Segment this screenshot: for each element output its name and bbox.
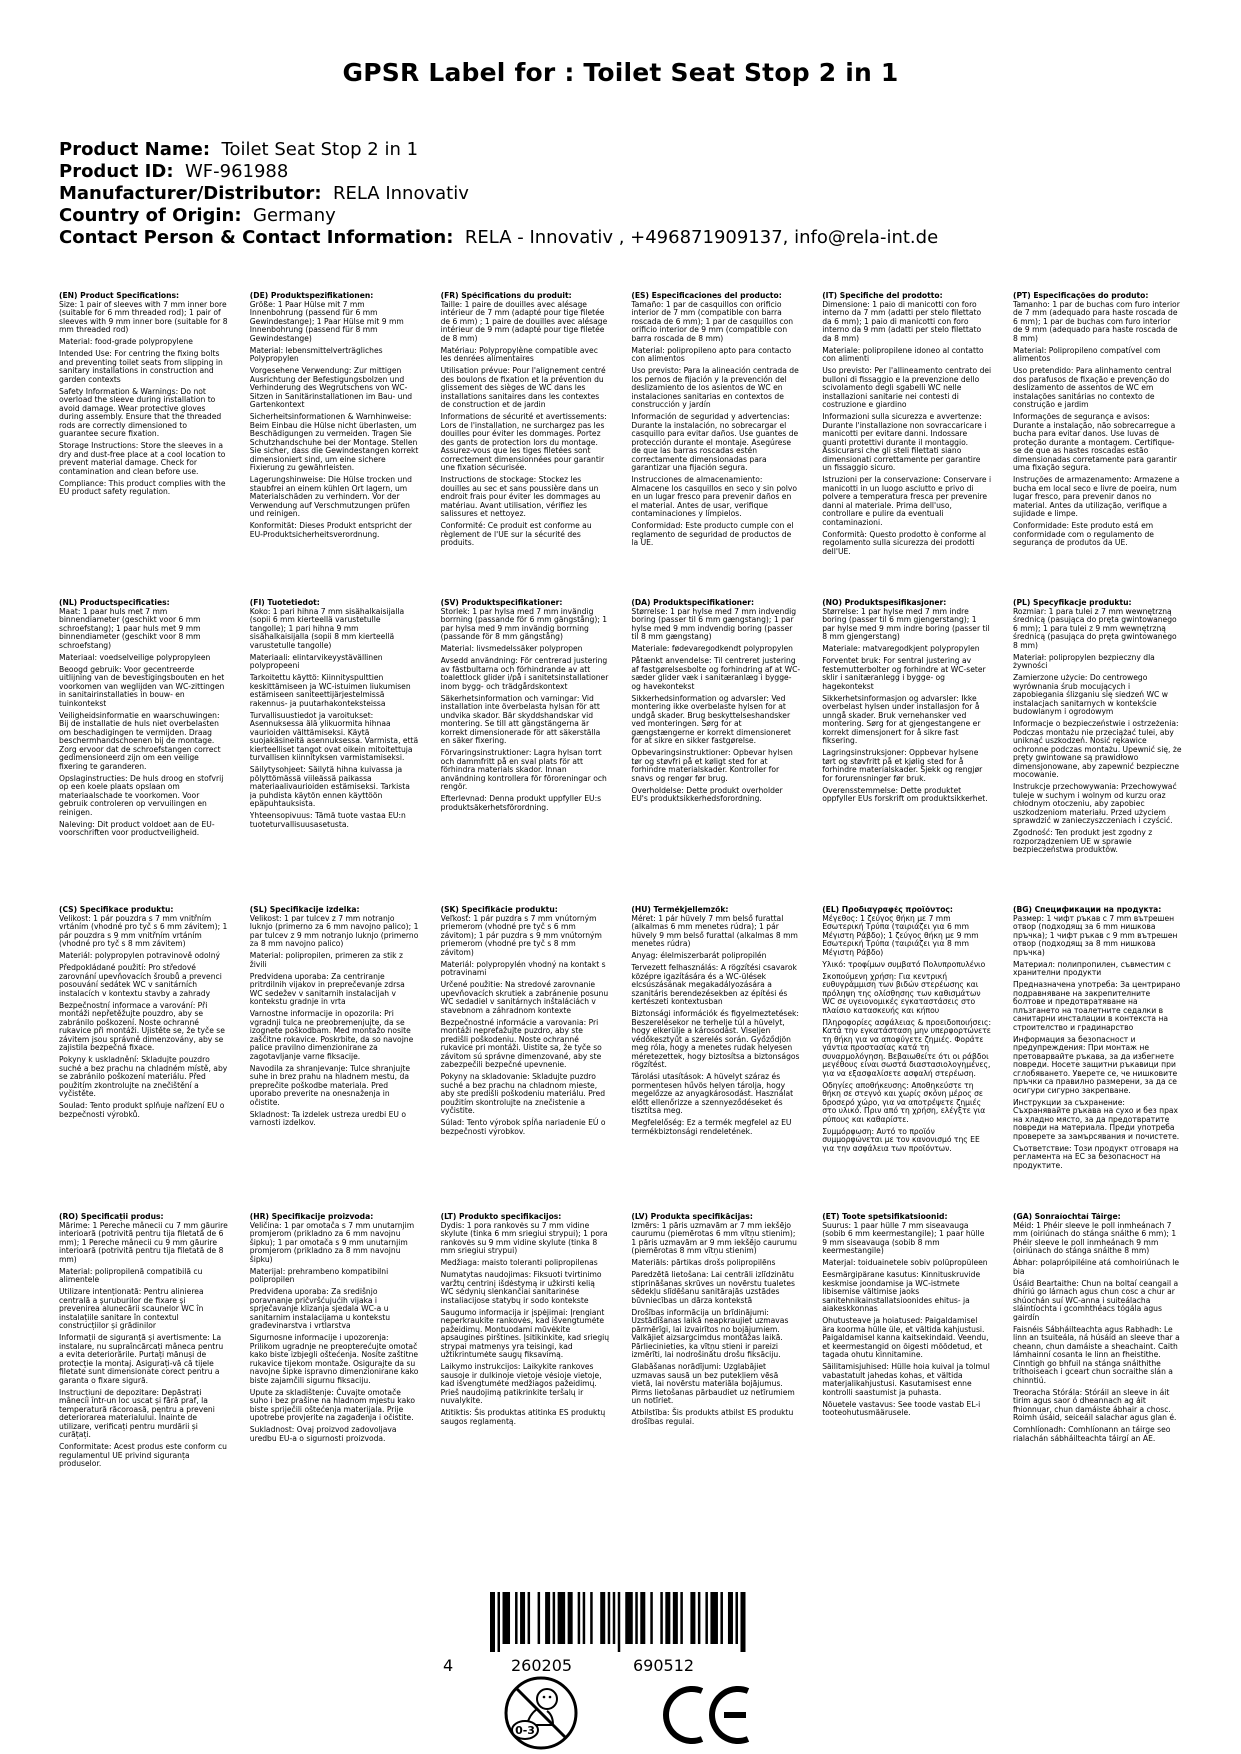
language-heading: (PL) Specyfikacje produktu: — [1012, 599, 1132, 607]
language-paragraph: Storage Instructions: Store the sleeves in a dry and dust-free place at a cool location to prevent material damage. Check for contamination and clean before use. — [59, 441, 226, 476]
language-paragraph: Ohutusteave ja hoiatused: Paigaldamisel ära koorma hülle üle, et vältida kahjustusi. Paigaldamisel kanna kaitsekindaid. Veendu, et keermestangid on õigesti mõõdetud, et tagada ohutu kinnitamine. — [822, 1316, 989, 1359]
language-paragraph: Méret: 1 pár hüvely 7 mm belső furattal (alkalmas 6 mm menetes rúdra); 1 pár hüvely 9 mm belső furattal (alkalmas 8 mm menetes rúdra) — [631, 913, 798, 948]
language-paragraph: Tarkoitettu käyttö: Kiinnityspulttien keskittämiseen ja WC-istuimen liukumisen estämiseen saniteettijärjestelmissä rakennus- ja puutarhakonteksteissa — [249, 673, 411, 708]
language-paragraph: Tervezett felhasználás: A rögzítési csavarok középre igazítására és a WC-ülések elcsúszásának megakadályozására a szanitáris berendezésekben az építési és kertészeti kontextusban — [631, 963, 797, 1006]
language-paragraph: Beoogd gebruik: Voor gecentreerde uitlijning van de bevestigingsbouten en het voorkomen van weglijden van WC-zittingen in sanitairinstallaties in bouw- en tuinkontekst — [59, 664, 225, 708]
language-paragraph: Určené použitie: Na stredové zarovnanie upevňovacích skrutiek a zabránenie posunu WC sedadiel v sanitárnych inštaláciách v stavebnom a záhradnom kontexte — [440, 980, 609, 1015]
language-paragraph: Suurus: 1 paar hülle 7 mm siseavauga (sobib 6 mm keermestangile); 1 paar hülle 9 mm siseavauga (sobib 8 mm keermestangile) — [822, 1220, 985, 1255]
barcode-bar — [710, 1592, 718, 1644]
barcode-bar — [705, 1592, 708, 1644]
barcode-bar — [660, 1592, 663, 1644]
language-paragraph: Naleving: Dit product voldoet aan de EU-voorschriften voor productveiligheid. — [59, 819, 215, 837]
language-paragraph: Izmērs: 1 pāris uzmavām ar 7 mm iekšējo caurumu (piemērotas 6 mm vītņu stienim); 1 pāris uzmavām ar 9 mm iekšējo caurumu (piemērotas 8 mm vītņu stienim) — [631, 1220, 797, 1255]
language-paragraph: Istruzioni per la conservazione: Conservare i manicotti in un luogo asciutto e privo di polvere a temperatura fresca per prevenire danni al materiale. Prima dell'uso, controllare e pulire da eventuali contaminazioni. — [822, 475, 992, 527]
language-block — [250, 1213, 419, 1513]
language-paragraph: Předpokládané použití: Pro středové zarovnání upevňovacích šroubů a prevenci posouvání sedátek WC v sanitárních instalacích v kontextu stavby a zahrady — [59, 963, 222, 998]
language-paragraph: Faisnéis Sábháilteachta agus Rabhadh: Le linn an tsuiteála, ná húsáid an sleeve thar a cheann, chun damáiste a sheachaint. Caith lámhainní cosanta le linn an fheistithe. Cinntigh go bhfuil na stánga snáithithe tríthoiseach i gceart chun socraithe slán a chinntiú. — [1012, 1324, 1180, 1385]
language-block — [631, 599, 800, 899]
language-paragraph: Σκοπούμενη χρήση: Για κεντρική ευθυγράμμιση των βιδών στερέωσης και πρόληψη της ολίσθησης των καθισμάτων WC σε υγειονομικές εγκαταστάσεις στο πλαίσιο κατασκευής και κήπου — [822, 971, 981, 1015]
language-paragraph: Drošības informācija un brīdinājumi: Uzstādīšanas laikā neapkraujiet uzmavas pārmērīgi, lai izvairītos no bojājumiem. Valkājiet aizsargcimdus montāžas laikā. Pārliecinieties, ka vītņu stieni ir pareizi izmērīti, lai nodrošinātu drošu fiksāciju. — [631, 1307, 789, 1359]
language-paragraph: Tamanho: 1 par de buchas com furo interior de 7 mm (adequado para haste roscada de 6 mm); 1 par de buchas com furo interior de 9 mm (adequado para haste roscada de 8 mm) — [1012, 299, 1180, 343]
language-paragraph: Treoracha Stórála: Stóráil an sleeve in áit tirim agus saor ó dheannach ag áit fhionnuar, chun damáiste ábhair a chosc. Roimh úsáid, seiceáil salachar agus glan é. — [1012, 1387, 1177, 1422]
language-paragraph: Materiał: polipropylen bezpieczny dla żywności — [1012, 652, 1155, 670]
barcode-bar — [553, 1592, 556, 1644]
barcode-bar — [625, 1592, 633, 1644]
language-paragraph: Materiál: polypropylen potravinově odolný — [59, 951, 221, 960]
barcode-bar — [578, 1592, 581, 1644]
language-paragraph: Materiale: matvaregodkjent polypropylen — [822, 644, 980, 653]
language-heading: (LV) Produkta specifikācijas: — [631, 1213, 753, 1221]
language-block — [59, 1213, 228, 1513]
language-paragraph: Material: polipropileno apto para contacto con alimentos — [631, 345, 792, 363]
language-block — [441, 599, 610, 899]
language-heading: (NO) Produktspesifikasjoner: — [822, 599, 947, 607]
language-paragraph: Материал: полипропилен, съвместим с хранителни продукти — [1012, 959, 1171, 977]
language-heading: (FR) Spécifications du produit: — [440, 292, 572, 300]
language-paragraph: Informații de siguranță și avertismente: La instalare, nu supraîncărcați mâneca pentru a evita deteriorările. Purtați mănuși de protecție la montaj. Asigurați-vă că tijele filetate sunt dimensionate corect pentru a garanta o fixare sigură. — [59, 1333, 224, 1385]
barcode-bar — [520, 1592, 525, 1644]
language-heading: (BG) Спецификации на продукта: — [1012, 906, 1162, 914]
language-paragraph: Ábhar: polapróipiléine atá comhoiriúnach le bia — [1012, 1258, 1180, 1276]
language-paragraph: Bezpečnostní informace a varování: Při montáži nepřetěžujte pouzdro, aby se zabránilo poškození. Noste ochranné rukavice při montáži. Ujistěte se, že tyče se závitem jsou správně dimenzovány, aby se zajistila bezpečná fixace. — [59, 1000, 225, 1052]
language-paragraph: Sigurnosne informacije i upozorenja: Prilikom ugradnje ne preopterećujte omotač kako biste izbjegli oštećenja. Nosite zaštitne rukavice tijekom montaže. Osigurajte da su navojne šipke ispravno dimenzionirane kako biste zajamčili sigurnu fiksaciju. — [249, 1333, 419, 1385]
manufacturer-row — [59, 183, 1189, 205]
ean-barcode — [490, 1592, 748, 1652]
language-paragraph: Biztonsági információk és figyelmeztetések: Beszerelésekor ne terhelje túl a hüvelyt, hogy elkerülje a károsodást. Viseljen védőkesztyűt a szerelés során. Győződjön meg róla, hogy a menetes rudak helyesen méretezettek, hogy biztosítsa a biztonságos rögzítést. — [631, 1009, 800, 1069]
language-heading: (DA) Produktspecifikationer: — [631, 599, 755, 607]
language-paragraph: Dimensione: 1 paio di manicotti con foro interno da 7 mm (adatti per stelo filettato da 6 mm); 1 paio di manicotti con foro interno da 9 mm (adatti per stelo filettato da 8 mm) — [822, 299, 982, 343]
language-paragraph: Sukladnost: Ovaj proizvod zadovoljava uredbu EU-a o sigurnosti proizvoda. — [249, 1425, 397, 1443]
language-paragraph: Materiale: fødevaregodkendt polypropylen — [631, 644, 793, 653]
language-paragraph: Skladnost: Ta izdelek ustreza uredbi EU o varnosti izdelkov. — [249, 1109, 407, 1127]
language-paragraph: Förvaringsinstruktioner: Lagra hylsan torrt och dammfritt på en sval plats för att förhindra materials skador. Innan användning kontrollera för föroreningar och rengör. — [440, 748, 607, 791]
language-paragraph: Conformitate: Acest produs este conform cu regulamentul UE privind siguranța produselor. — [59, 1442, 227, 1468]
language-paragraph: Veľkosť: 1 pár puzdra s 7 mm vnútorným priemerom (vhodné pre tyč s 6 mm závitom); 1 pár puzdra s 9 mm vnútorným priemerom (vhodné pre tyč s 8 mm závitom) — [440, 913, 602, 957]
language-paragraph: Opslaginstructies: De huls droog en stofvrij op een koele plaats opslaan om materiaalschade te voorkomen. Voor gebruik controleren op vervuilingen en reinigen. — [59, 773, 224, 817]
barcode-bar — [665, 1592, 670, 1644]
language-paragraph: Safety Information & Warnings: Do not overload the sleeve during installation to avoid damage. Wear protective gloves during assembly. Ensure that the threaded rods are correctly dimensioned to guarantee secure fixation. — [59, 386, 222, 438]
language-paragraph: Размер: 1 чифт ръкав с 7 mm вътрешен отвор (подходящ за 6 mm нишкова пръчка); 1 чифт ръкав с 9 mm вътрешен отвор (подходящ за 8 mm нишкова пръчка) — [1012, 913, 1178, 957]
language-block — [1013, 599, 1182, 899]
barcode-left-digits: 260205 — [511, 1656, 573, 1675]
language-heading: (SL) Specifikacije izdelka: — [249, 906, 360, 914]
language-paragraph: Anyag: élelmiszerbarát polipropilén — [631, 951, 767, 960]
language-block — [59, 599, 228, 899]
language-paragraph: Varnostne informacije in opozorila: Pri vgradnji tulca ne preobremenjujte, da se izognete poškodbam. Med montažo nosite zaščitne rokavice. Poskrbite, da so navojne palice pravilno dimenzionirane za zagotavljanje varne fiksacije. — [249, 1009, 414, 1061]
language-block — [1013, 906, 1182, 1206]
language-paragraph: Uso pretendido: Para alinhamento central dos parafusos de fixação e prevenção do deslizamento de assentos de WC em instalações sanitárias no contexto de construção e jardim — [1012, 366, 1172, 409]
language-paragraph: Veličina: 1 par omotača s 7 mm unutarnjim promjerom (prikladno za 6 mm navojnu šipku); 1 par omotača s 9 mm unutarnjim promjerom (prikladno za 8 mm navojnu šipku) — [249, 1220, 415, 1264]
barcode-bar — [698, 1592, 701, 1644]
language-heading: (LT) Produkto specifikacijos: — [440, 1213, 562, 1221]
language-paragraph: Paredzētā lietošana: Lai centrāli izlīdzinātu stiprināšanas skrūves un novērstu tualetes sēdekļu slīdēšanu sanitārajās uzstādes būvniecības un dārza kontekstā — [631, 1270, 796, 1305]
language-paragraph: Instrucțiuni de depozitare: Depăstrați mânecii într-un loc uscat și fără praf, la temperatură răcoroasă, pentru a preveni deteriorarea materialului. Înainte de utilizare, verificați pentru murdării și curățați. — [59, 1387, 215, 1439]
language-block — [250, 906, 419, 1206]
barcode-lead-digit: 4 — [443, 1656, 454, 1675]
language-heading: (DE) Produktspezifikationen: — [249, 292, 374, 300]
barcode-bar — [680, 1592, 683, 1644]
language-paragraph: Instrukcje przechowywania: Przechowywać tuleje w suchym i wolnym od kurzu oraz chłodnym otoczeniu, aby zapobiec uszkodzeniom materiału. Przed użyciem sprawdzić w zanieczyszczeniach i czyścić. — [1012, 782, 1177, 825]
language-paragraph: Conformidade: Este produto está em conformidade com o regulamento de segurança de produtos da UE. — [1012, 521, 1154, 547]
barcode-bar — [613, 1592, 616, 1644]
language-paragraph: Conformità: Questo prodotto è conforme al regolamento sulla sicurezza dei prodotti dell'UE. — [822, 529, 986, 556]
language-paragraph: Storlek: 1 par hylsa med 7 mm invändig borrning (passande för 6 mm gängstång); 1 par hylsa med 9 mm invändig borrning (passande för 8 mm gängstång) — [440, 606, 608, 641]
language-heading: (SK) Špecifikácie produktu: — [440, 906, 558, 914]
language-paragraph: Bezpečnostné informácie a varovania: Pri montáži nepreťažujte puzdro, aby ste predišli poškodeniu. Noste ochranné rukavice pri montáži. Uistite sa, že tyče so závitom sú správne dimenzované, aby ste zabezpečili bezpečné upevnenie. — [440, 1017, 602, 1069]
barcode-bar — [498, 1592, 501, 1652]
language-heading: (EN) Product Specifications: — [59, 292, 180, 300]
language-paragraph: Laikymo instrukcijos: Laikykite rankoves sausoje ir dulkinoje vietoje vėsioje vietoje, kad išvengtumėte medžiagos pažeidimų. Prieš naudojimą patikrinkite teršalų ir nuvalykite. — [440, 1362, 602, 1405]
language-heading: (RO) Specificații produs: — [59, 1213, 164, 1221]
language-paragraph: Predviđena uporaba: Za središnjo poravnanje pričvršćujućih vijaka i sprječavanje klizanja sjedala WC-a u sanitarnim instalacijama u kontekstu građevinarstva i vrtlarstva — [249, 1287, 391, 1330]
language-paragraph: Soulad: Tento produkt splňuje nařízení EU o bezpečnosti výrobků. — [59, 1101, 225, 1119]
language-paragraph: Koko: 1 pari hihna 7 mm sisähalkaisijalla (sopii 6 mm kierteellä varustetulle tangolle); 1 pari hihna 9 mm sisähalkaisijalla (sopii 8 mm kierteellä varustetulle tangolle) — [249, 606, 405, 650]
barcode-bar — [650, 1592, 653, 1644]
language-paragraph: Sikkerhedsinformation og advarsler: Ved montering ikke overbelaste hylsen for at undgå skader. Brug beskyttelseshandsker ved monteringen. Sørg for at gængstængerne er korrekt dimensioneret for at sikre en sikker fastgørelse. — [631, 693, 791, 745]
contact-row — [59, 227, 1189, 249]
language-block — [441, 906, 610, 1206]
language-heading: (GA) Sonraíochtaí Táirge: — [1012, 1213, 1121, 1221]
language-block — [1013, 1213, 1182, 1513]
language-paragraph: Comhlíonadh: Comhlíonann an táirge seo rialachán sábháilteachta táirgí an AE. — [1012, 1425, 1171, 1443]
language-paragraph: Eesmärgipärane kasutus: Kinnituskruvide keskmise joondamise ja WC-istmete libisemise vältimise jaoks sanitehnikainstallatsioonides ehitus- ja aiakeskkonnas — [822, 1270, 981, 1313]
language-paragraph: Zamierzone użycie: Do centrowego wyrównania śrub mocujących i zapobiegania ślizganiu się siedzeń WC w instalacjach sanitarnych w kontekście budowlanym i ogrodowym — [1012, 673, 1168, 716]
barcode-bar — [568, 1592, 573, 1644]
barcode-bar — [600, 1592, 605, 1644]
language-paragraph: Taille: 1 paire de douilles avec alésage intérieur de 7 mm (adapté pour tige filetée de 6 mm) ; 1 paire de douilles avec alésage intérieur de 9 mm (adapté pour tige filetée de 8 mm) — [440, 299, 608, 343]
ce-mark-icon — [660, 1683, 756, 1747]
language-paragraph: Intended Use: For centring the fixing bolts and preventing toilet seats from slipping in sanitary installations in construction and garden contexts — [59, 349, 223, 384]
language-paragraph: Uso previsto: Para la alineación centrada de los pernos de fijación y la prevención del deslizamiento de los asientos de WC en instalaciones sanitarias en contextos de construcción y jardín — [631, 366, 799, 409]
barcode-bar — [503, 1592, 511, 1644]
language-paragraph: Atbilstība: Šis produkts atbilst ES produktu drošības regulai. — [631, 1408, 794, 1426]
product-name-label: Product Name: — [59, 139, 211, 160]
language-block — [441, 292, 610, 592]
language-paragraph: Sikkerhetsinformasjon og advarsler: Ikke overbelast hylsen under installasjon for å unngå skader. Bruk vernehansker ved montering. Sørg for at gjengestangene er korrekt dimensjonert for å sikre fast fiksering. — [822, 693, 981, 745]
manufacturer-value: RELA Innovativ — [332, 183, 469, 204]
language-paragraph: Predvidena uporaba: Za centriranje pritrdilnih vijakov in preprečevanje zdrsa WC sedežev v sanitarnih instalacijah v kontekstu gradnje in vrta — [249, 971, 405, 1006]
language-paragraph: Utilisation prévue: Pour l'alignement centré des boulons de fixation et la prévention du glissement des sièges de WC dans les installations sanitaires dans les contextes de construction et de jardin — [440, 366, 606, 409]
language-paragraph: Instrucciones de almacenamiento: Almacene los casquillos en seco y sin polvo en un lugar fresco para prevenir daños en el material. Antes de usar, verifique contaminaciones y límpielos. — [631, 475, 798, 518]
language-paragraph: Overholdelse: Dette produkt overholder EU's produktsikkerhedsforordning. — [631, 785, 783, 803]
language-paragraph: Πληροφορίες ασφάλειας & προειδοποιήσεις: Κατά την εγκατάσταση μην υπερφορτώνετε τη θήκη για να αποφύγετε ζημιές. Φοράτε γάντια προστασίας κατά τη συναρμολόγηση. Βεβαιωθείτε ότι οι ράβδοι μεγέθους είναι σωστά διαστασιολογημένες, για να εξασφαλίσετε ασφαλή στερέωση. — [822, 1017, 992, 1078]
language-paragraph: Avsedd användning: För centrerad justering av fästbultarna och förhindrande av att toalettlock glider i/på i sanitetsinstallationer inom bygg- och trädgårdskontext — [440, 656, 609, 691]
language-paragraph: Material: polipropilenă compatibilă cu alimentele — [59, 1266, 203, 1284]
language-block — [1013, 292, 1182, 592]
language-paragraph: Materijal: prehrambeno kompatibilni polipropilen — [249, 1266, 389, 1284]
language-paragraph: Úsáid Beartaithe: Chun na boltaí ceangail a dhíriú go lárnach agus chun cosc a chur ar shúochán suí WC-anna i suiteálacha sláintíochta i gcomhthéacs tógála agus gairdín — [1012, 1278, 1179, 1322]
manufacturer-label: Manufacturer/Distributor: — [59, 183, 322, 204]
language-heading: (ET) Toote spetsifikatsioonid: — [822, 1213, 948, 1221]
language-paragraph: Предназначена употреба: За центрирано подравняване на закрепителните болтове и предотвратяване на плъзгането на тоалетните седалки в санитарни инсталации в контекста на строителство и градинарство — [1012, 980, 1181, 1032]
language-block — [631, 906, 800, 1206]
language-paragraph: Upute za skladištenje: Čuvajte omotače suho i bez prašine na hladnom mjestu kako biste spriječili oštećenja materijala. Prije upotrebe provjerite na zagađenja i očistite. — [249, 1387, 415, 1422]
language-paragraph: Tárolási utasítások: A hüvelyt száraz és pormentesen hűvös helyen tárolja, hogy megelőzze az anyagkárosodást. Használat előtt ellenőrizze a szennyeződéseket és tisztítsa meg. — [631, 1072, 794, 1115]
contact-label: Contact Person & Contact Information: — [59, 227, 454, 248]
language-paragraph: Maat: 1 paar huls met 7 mm binnendiameter (geschikt voor 6 mm schroefstang); 1 paar huls met 9 mm binnendiameter (geschikt voor 8 mm schroefstang) — [59, 606, 201, 650]
barcode-bar — [528, 1592, 531, 1644]
barcode-bar — [720, 1592, 723, 1644]
language-paragraph: Påtænkt anvendelse: Til centreret justering af fastgørelsesbolte og forhindring af at WC-sæder glider væk i sanitæranlæg i bygge- og havekontekst — [631, 656, 801, 691]
language-paragraph: Atitiktis: Šis produktas atitinka ES produktų saugos reglamentą. — [440, 1408, 606, 1426]
language-paragraph: Vorgesehene Verwendung: Zur mittigen Ausrichtung der Befestigungsbolzen und Verhinderung des Wegrutschens von WC-Sitzen in Sanitärinstallationen im Bau- und Gartenkontext — [249, 366, 413, 409]
barcode-bar — [635, 1592, 638, 1644]
language-paragraph: Matériau: Polypropylène compatible avec les denrées alimentaires — [440, 345, 598, 363]
language-paragraph: Glabāšanas norādījumi: Uzglabājiet uzmavas sausā un bez putekļiem vēsā vietā, lai novērstu materiāla bojājumus. Pirms lietošanas pārbaudiet uz netīrumiem un notīriet. — [631, 1362, 795, 1405]
language-paragraph: Sicherheitsinformationen & Warnhinweise: Beim Einbau die Hülse nicht überlasten, um Beschädigungen zu vermeiden. Tragen Sie Schutzhandschuhe bei der Montage. Stellen Sie sicher, dass die Gewindestangen korrekt dimensioniert sind, um eine sichere Fixierung zu gewährleisten. — [249, 412, 419, 472]
language-heading: (NL) Productspecificaties: — [59, 599, 170, 607]
language-paragraph: Informations de sécurité et avertissements: Lors de l'installation, ne surchargez pas les douilles pour éviter les dommages. Portez des gants de protection lors du montage. Assurez-vous que les tiges filetées sont correctement dimensionnées pour garantir une fixation sécurisée. — [440, 412, 607, 472]
language-heading: (SV) Produktspecifikationer: — [440, 599, 563, 607]
language-paragraph: Mărime: 1 Pereche mânecii cu 7 mm găurire interioară (potrivită pentru tija filetată de 6 mm); 1 Pereche mânecii cu 9 mm găurire interioară (potrivită pentru tija filetată de 8 mm) — [59, 1220, 228, 1264]
language-paragraph: Instructions de stockage: Stockez les douilles au sec et sans poussière dans un endroit frais pour éviter les dommages au matériau. Avant utilisation, vérifiez les salissures et nettoyez. — [440, 475, 601, 518]
language-heading: (HU) Termékjellemzők: — [631, 906, 729, 914]
language-paragraph: Méid: 1 Phéir sleeve le poll inmheánach 7 mm (oiriúnach do stánga snáithe 6 mm); 1 Phéir sleeve le poll inmheánach 9 mm (oiriúnach do stánga snáithe 8 mm) — [1012, 1220, 1177, 1255]
language-paragraph: Συμμόρφωση: Αυτό το προϊόν συμμορφώνεται με τον κανονισμό της ΕΕ για την ασφάλεια των προϊόντων. — [822, 1126, 980, 1153]
barcode-bar — [618, 1592, 621, 1652]
language-paragraph: Informazioni sulla sicurezza e avvertenze: Durante l'installazione non sovraccaricare i manicotti per evitare danni. Indossare guanti protettivi durante il montaggio. Assicurarsi che gli steli filettati siano dimensionati correttamente per garantire un fissaggio sicuro. — [822, 412, 987, 472]
language-paragraph: Veiligheidsinformatie en waarschuwingen: Bij de installatie de huls niet overbelasten om beschadigingen te vermijden. Draag beschermhandschoenen bij de montage. Zorg ervoor dat de schroefstangen correct gedimensioneerd zijn om een veilige fixering te garanderen. — [59, 710, 221, 771]
language-paragraph: Pokyny k uskladnění: Skladujte pouzdro suché a bez prachu na chladném místě, aby se zabránilo poškození materiálu. Před použitím zkontrolujte na znečištění a vyčistěte. — [59, 1055, 228, 1098]
language-paragraph: Tamaño: 1 par de casquillos con orificio interior de 7 mm (compatible con barra roscada de 6 mm); 1 par de casquillos con orificio interior de 9 mm (compatible con barra roscada de 8 mm) — [631, 299, 794, 343]
country-value: Germany — [253, 205, 336, 226]
language-block — [822, 292, 991, 592]
barcode-bar — [490, 1592, 495, 1652]
barcode-bar — [740, 1592, 745, 1652]
barcode-right-digits: 690512 — [633, 1656, 695, 1675]
language-heading: (PT) Especificações do produto: — [1012, 292, 1149, 300]
language-paragraph: Conformidad: Este producto cumple con el reglamento de seguridad de productos de la UE. — [631, 521, 794, 547]
barcode-bar — [608, 1592, 611, 1644]
language-block — [441, 1213, 610, 1513]
language-paragraph: Инструкции за съхранение: Съхранявайте ръкава на сухо и без прах на хладно място, за да предотвратите повреди на материала. Преди употреба проверете за замърсявания и почистете. — [1012, 1097, 1180, 1141]
language-paragraph: Съответствие: Този продукт отговаря на регламента на ЕС за безопасност на продуктите. — [1012, 1143, 1179, 1170]
language-block — [822, 599, 991, 899]
product-info — [59, 139, 1189, 249]
language-paragraph: Οδηγίες αποθήκευσης: Αποθηκεύστε τη θήκη σε στεγνό και χωρίς σκόνη μέρος σε δροσερό χώρο, για να αποτρέψετε ζημιές στο υλικό. Πριν από τη χρήση, ελέγξτε για ρύπους και καθαρίστε. — [822, 1080, 986, 1124]
language-paragraph: Informações de segurança e avisos: Durante a instalação, não sobrecarregue a bucha para evitar danos. Use luvas de proteção durante a montagem. Certifique-se de que as hastes roscadas estão dimensionadas corretamente para garantir uma fixação segura. — [1012, 412, 1177, 472]
language-block — [250, 292, 419, 592]
language-paragraph: Säilytysohjeet: Säilytä hihna kuivassa ja pölyttömässä viileässä paikassa materiaalivaurioiden estämiseksi. Tarkista ja puhdista käytön ennen käyttöön epäpuhtauksista. — [249, 765, 410, 808]
language-paragraph: Konformität: Dieses Produkt entspricht der EU-Produktsicherheitsverordnung. — [249, 521, 412, 539]
language-paragraph: Numatytas naudojimas: Fiksuoti tvirtinimo varžtų centrinį išdėstymą ir užkirsti kelią WC sėdynių slenkančiai sanitarinėse instaliacijose statybų ir sodo kontekste — [440, 1270, 602, 1305]
language-paragraph: Súlad: Tento výrobok spĺňa nariadenie EÚ o bezpečnosti výrobkov. — [440, 1118, 606, 1136]
language-paragraph: Saugumo informacija ir įspėjimai: Įrengiant neperkraukite rankovės, kad išvengtumėte pažeidimų. Montuodami mūvėkite apsaugines pirštines. Įsitikinkite, kad sriegių strypai matmenys yra teisingi, kad užtikrintumėte saugų fiksavimą. — [440, 1307, 610, 1359]
language-paragraph: Säilitamisjuhised: Hülle hoia kuival ja tolmul vabastatult jahedas kohas, et vältida materjalikahjustusi. Kasutamisest enne kontrolli saastumist ja puhasta. — [822, 1362, 990, 1397]
language-paragraph: Säkerhetsinformation och varningar: Vid installation inte överbelasta hylsan för att undvika skador. Bär skyddshandskar vid montering. Se till att gängstängerna är korrekt dimensionerade för att säkerställa en säker fixering. — [440, 693, 601, 745]
language-paragraph: Nõuetele vastavus: See toode vastab EL-i tooteohutusmäärusele. — [822, 1399, 981, 1417]
language-paragraph: Material: livsmedelssäker polypropen — [440, 644, 583, 653]
language-heading: (HR) Specifikacije proizvoda: — [249, 1213, 374, 1221]
language-paragraph: Pokyny na skladovanie: Skladujte puzdro suché a bez prachu na chladnom mieste, aby ste predišli poškodeniu materiálu. Pred použitím skontrolujte na znečistenie a vyčistite. — [440, 1072, 606, 1115]
language-paragraph: Material: food-grade polypropylene — [59, 337, 193, 346]
barcode-bar — [640, 1592, 645, 1644]
language-paragraph: Forventet bruk: For sentral justering av festemutterbolter og forhindre at WC-seter sklir i sanitæranlegg i bygge- og hagekontekst — [822, 656, 986, 691]
language-paragraph: Rozmiar: 1 para tulei z 7 mm wewnętrzną średnicą (pasująca do pręta gwintowanego 6 mm); 1 para tulei z 9 mm wewnętrzną średnicą (pasująca do pręta gwintowanego 8 mm) — [1012, 606, 1177, 650]
language-paragraph: Uso previsto: Per l'allineamento centrato dei bulloni di fissaggio e la prevenzione dello scivolamento degli sgabelli WC nelle installazioni sanitarie nei contesti di costruzione e giardino — [822, 366, 992, 409]
age-warning-icon — [503, 1675, 579, 1751]
language-heading: (IT) Specifiche del prodotto: — [822, 292, 943, 300]
language-paragraph: Størrelse: 1 par hylse med 7 mm indvendig boring (passer til 6 mm gængstang); 1 par hylse med 9 mm indvendig boring (passer til 8 mm gængstang) — [631, 606, 797, 641]
barcode-bar — [558, 1592, 566, 1644]
language-block — [822, 1213, 991, 1513]
language-paragraph: Größe: 1 Paar Hülse mit 7 mm Innenbohrung (passend für 6 mm Gewindestange); 1 Paar Hülse mit 9 mm Innenbohrung (passend für 8 mm Gewindestange) — [249, 299, 404, 343]
language-paragraph: Megfelelőség: Ez a termék megfelel az EU termékbiztonsági rendeletének. — [631, 1118, 792, 1136]
product-id-value: WF-961988 — [184, 161, 289, 182]
language-paragraph: Materiale: polipropilene idoneo al contatto con alimenti — [822, 345, 984, 363]
language-paragraph: Compliance: This product complies with the EU product safety regulation. — [59, 478, 226, 496]
language-block — [59, 906, 228, 1206]
language-paragraph: Utilizare intenționată: Pentru alinierea centrală a șuruburilor de fixare și prevenirea alunecării scaunelor WC în instalațiile sanitare în contextul construcțiilor și grădinilor — [59, 1287, 204, 1330]
barcode-bar — [538, 1592, 541, 1644]
language-block — [59, 292, 228, 592]
language-block — [631, 1213, 800, 1513]
product-id-row — [59, 161, 1189, 183]
product-name-value: Toilet Seat Stop 2 in 1 — [221, 139, 419, 160]
language-paragraph: Materiāls: pārtikas drošs polipropilēns — [631, 1258, 776, 1267]
language-paragraph: Velikost: 1 par tulcev z 7 mm notranjo luknjo (primerno za 6 mm navojno palico); 1 par tulcev z 9 mm notranjo luknjo (primerno za 8 mm navojno palico) — [249, 913, 419, 948]
barcode-bar — [545, 1592, 550, 1644]
language-block — [250, 599, 419, 899]
language-paragraph: Información de seguridad y advertencias: Durante la instalación, no sobrecargar el casquillo para evitar daños. Use guantes de protección durante el montaje. Asegúrese de que las barras roscadas estén correctamente dimensionadas para garantizar una fijación segura. — [631, 412, 799, 472]
product-id-label: Product ID: — [59, 161, 174, 182]
language-paragraph: Materiál: polypropylén vhodný na kontakt s potravinami — [440, 959, 606, 977]
language-paragraph: Material: lebensmittelverträgliches Polypropylen — [249, 345, 383, 363]
country-label: Country of Origin: — [59, 205, 242, 226]
barcode-bar — [728, 1592, 733, 1644]
barcode-bar — [690, 1592, 695, 1644]
language-grid — [59, 292, 1182, 1520]
language-paragraph: Velikost: 1 pár pouzdra s 7 mm vnitřním vrtáním (vhodné pro tyč s 6 mm závitem); 1 pár pouzdra s 9 mm vnitřním vrtáním (vhodné pro tyč s 8 mm závitem) — [59, 913, 228, 948]
language-paragraph: Efterlevnad: Denna produkt uppfyller EU:s produktsäkerhetsförordning. — [440, 794, 602, 812]
language-paragraph: Material: polipropilen, primeren za stik z živili — [249, 951, 403, 969]
barcode-bar — [515, 1592, 518, 1644]
barcode-bar — [590, 1592, 593, 1644]
barcode-bar — [583, 1592, 586, 1644]
language-paragraph: Yhteensopivuus: Tämä tuote vastaa EU:n tuoteturvallisuusasetusta. — [249, 811, 406, 829]
language-paragraph: Størrelse: 1 par hylse med 7 mm indre boring (passer til 6 mm gjengerstang); 1 par hylse med 9 mm indre boring (passer til 8 mm gjengerstang) — [822, 606, 990, 641]
language-paragraph: Turvallisuustiedot ja varoitukset: Asennuksessa älä ylikuormita hihnaa vaurioiden välttämiseksi. Käytä suojakäsineitä asennuksessa. Varmista, että kierteelliset tangot ovat oikein mitoitettuja turvallisen kiinnityksen varmistamiseksi. — [249, 710, 419, 762]
language-heading: (ES) Especificaciones del producto: — [631, 292, 782, 300]
language-paragraph: Navodila za shranjevanje: Tulce shranjujte suhe in brez prahu na hladnem mestu, da preprečite poškodbe materiala. Pred uporabo preverite na onesnaženja in očistite. — [249, 1063, 410, 1107]
language-paragraph: Υλικό: τροφίμων συμβατό Πολυπροπυλένιο — [822, 959, 986, 969]
language-paragraph: Material: Polipropileno compatível com alimentos — [1012, 345, 1161, 363]
language-paragraph: Opbevaringsinstruktioner: Opbevar hylsen tør og støvfri på et køligt sted for at forhindre materialskader. Kontroller for snavs og rengør før brug. — [631, 748, 793, 783]
language-paragraph: Lagringsinstruksjoner: Oppbevar hylsene tørt og støvfritt på et kjølig sted for å forhindre materialskader. Sjekk og rengjør for forurensninger før bruk. — [822, 748, 983, 783]
language-paragraph: Overensstemmelse: Dette produktet oppfyller EUs forskrift om produktsikkerhet. — [822, 785, 988, 803]
language-paragraph: Zgodność: Ten produkt jest zgodny z rozporządzeniem UE w sprawie bezpieczeństwa produktów. — [1012, 828, 1153, 854]
language-paragraph: Medžiaga: maisto toleranti polipropilenas — [440, 1258, 598, 1267]
language-block — [822, 906, 991, 1206]
language-heading: (FI) Tuotetiedot: — [249, 599, 320, 607]
contact-value: RELA - Innovativ , +496871909137, info@rela-int.de — [464, 227, 939, 248]
product-name-row — [59, 139, 1189, 161]
age-warning-text: 0-3 — [515, 1724, 535, 1737]
language-paragraph: Dydis: 1 pora rankovės su 7 mm vidine skylute (tinka 6 mm sriegiui strypui); 1 pora rankovės su 9 mm vidine skylute (tinka 8 mm sriegiui strypui) — [440, 1220, 608, 1255]
language-paragraph: Instruções de armazenamento: Armazene a bucha em local seco e livre de poeira, num lugar fresco, para prevenir danos no material. Antes da utilização, verifique a sujidade e limpe. — [1012, 475, 1180, 518]
language-heading: (CS) Specifikace produktu: — [59, 906, 174, 914]
language-paragraph: Size: 1 pair of sleeves with 7 mm inner bore (suitable for 6 mm threaded rod); 1 pair of sleeves with 9 mm inner bore (suitable for 8 mm threaded rod) — [59, 299, 228, 334]
language-heading: (EL) Προδιαγραφές προϊόντος: — [822, 906, 953, 914]
language-paragraph: Μέγεθος: 1 ζεύγος θήκη με 7 mm Εσωτερική Τρύπα (ταιριάζει για 6 mm Μέγιστη Ράβδο); 1 ζεύγος θήκη με 9 mm Εσωτερική Τρύπα (ταιριάζει για 8 mm Μέγιστη Ράβδο) — [822, 913, 979, 957]
barcode-bar — [735, 1592, 738, 1644]
barcode-bar — [673, 1592, 678, 1644]
language-paragraph: Materiaali: elintarvikeyystävällinen polypropeeni — [249, 652, 383, 670]
language-paragraph: Materiaal: voedselveilige polypropyleen — [59, 652, 211, 662]
language-paragraph: Lagerungshinweise: Die Hülse trocken und staubfrei an einem kühlen Ort lagern, um Materialschäden zu verhindern. Vor der Verwendung auf Verschmutzungen prüfen und reinigen. — [249, 475, 412, 518]
page-title: GPSR Label for : Toilet Seat Stop 2 in 1 — [342, 58, 899, 87]
country-row — [59, 205, 1189, 227]
language-block — [631, 292, 800, 592]
language-paragraph: Информация за безопасност и предупреждения: При монтаж не претоварвайте ръкава, за да избегнете повреди. Носете защитни ръкавици при сглобяването. Уверете се, че нишковите пръчки са правилно размерени, за да се осигури сигурно закрепване. — [1012, 1034, 1178, 1095]
language-paragraph: Informacje o bezpieczeństwie i ostrzeżenia: Podczas montażu nie przeciążać tulei, aby uniknąć uszkodzeń. Nosić rękawice ochronne podczas montażu. Upewnić się, że pręty gwintowane są prawidłowo dimensjonowane, aby zapewnić bezpieczne mocowanie. — [1012, 719, 1182, 779]
language-paragraph: Materjal: toiduainetele sobiv polüpropüleen — [822, 1258, 988, 1267]
language-paragraph: Conformité: Ce produit est conforme au règlement de l'UE sur la sécurité des produits. — [440, 521, 592, 547]
